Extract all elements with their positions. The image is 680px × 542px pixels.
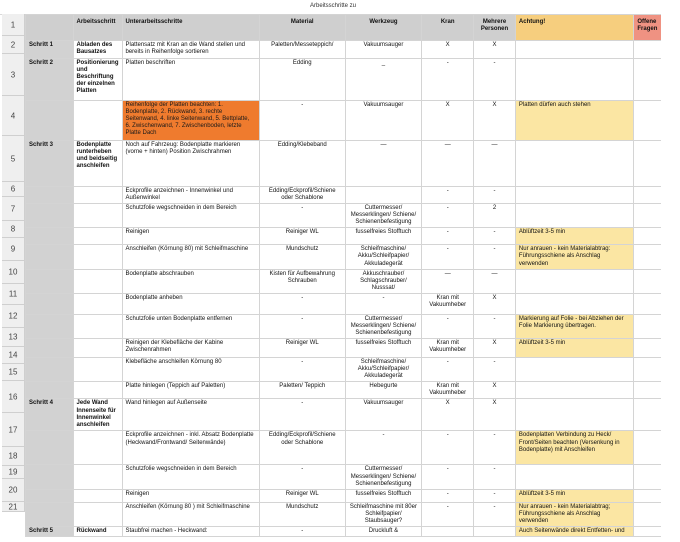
cell-achtung[interactable]	[515, 358, 633, 382]
cell-werkzeug[interactable]: _	[345, 59, 422, 101]
cell-arbeitsschritt[interactable]: Bodenplatte runterheben und beidseitig anschleifen	[73, 141, 122, 187]
cell-werkzeug[interactable]: fusselfreies Stofftuch	[345, 489, 422, 502]
cell-unterarbeitsschritt[interactable]: Eckprofile anzeichnen - Innenwinkel und Außenwinkel	[122, 187, 259, 204]
cell-unterarbeitsschritt[interactable]: Reinigen	[122, 228, 259, 245]
cell-mehrere-personen[interactable]: X	[474, 399, 516, 431]
cell-mehrere-personen[interactable]: X	[474, 382, 516, 399]
table-row	[26, 489, 680, 502]
cell-mehrere-personen[interactable]: -	[474, 228, 516, 245]
cell-achtung[interactable]: Markierung auf Folie - bei Abziehen der Folie Markierung übertragen.	[515, 314, 633, 338]
table-row	[26, 465, 680, 489]
cell-material[interactable]: Reiniger WL	[259, 489, 345, 502]
table-row	[26, 269, 680, 293]
header-row	[26, 15, 680, 41]
cell-step[interactable]	[26, 269, 74, 293]
row-number-label: 21	[8, 502, 18, 511]
row-number-label: 5	[10, 154, 16, 163]
row-number-label: 7	[10, 204, 16, 213]
row-number[interactable]	[2, 197, 25, 221]
sheet-right-margin	[661, 14, 680, 542]
row-number[interactable]	[2, 261, 25, 284]
cell-mehrere-personen[interactable]: X	[474, 339, 516, 358]
cell-werkzeug[interactable]: —	[345, 141, 422, 187]
cell-step[interactable]	[26, 431, 74, 465]
row-number-label: 11	[8, 289, 18, 299]
cell-step[interactable]: Schritt 2	[26, 59, 74, 101]
cell-kran[interactable]: Kran mit Vakuumheber	[422, 339, 474, 358]
spreadsheet-grid	[25, 14, 680, 537]
row-number[interactable]	[2, 238, 25, 261]
row-number[interactable]	[2, 96, 25, 136]
row-number-label: 2	[10, 40, 16, 49]
row-number-label: 8	[10, 224, 16, 234]
table-row	[26, 502, 680, 526]
row-number-label: 16	[8, 392, 18, 401]
cell-arbeitsschritt[interactable]: Jede Wand Innenseite für Innenwinkel anschleifen	[73, 399, 122, 431]
cell-werkzeug[interactable]: Cuttermesser/ Messerklingen/ Schiene/ Schienenbefestigung	[345, 465, 422, 489]
cell-kran[interactable]: -	[422, 489, 474, 502]
cell-mehrere-personen[interactable]: -	[474, 431, 516, 465]
row-number-label: 19	[8, 467, 18, 477]
cell-material[interactable]: Kisten für Aufbewahrung Schrauben	[259, 269, 345, 293]
header-cell-step-label[interactable]	[26, 15, 74, 41]
cell-step[interactable]	[26, 382, 74, 399]
cell-werkzeug[interactable]: -	[345, 431, 422, 465]
cell-arbeitsschritt[interactable]	[73, 502, 122, 526]
cell-step[interactable]	[26, 314, 74, 338]
cell-arbeitsschritt[interactable]	[73, 269, 122, 293]
cell-unterarbeitsschritt[interactable]: Platte hinlegen (Teppich auf Paletten)	[122, 382, 259, 399]
cell-achtung[interactable]	[515, 382, 633, 399]
cell-mehrere-personen[interactable]	[474, 526, 516, 536]
row-number-label: 20	[8, 485, 18, 495]
cell-unterarbeitsschritt[interactable]: Bodenplatte anheben	[122, 293, 259, 314]
cell-achtung[interactable]	[515, 187, 633, 204]
row-number-label: 1	[10, 20, 16, 29]
cell-arbeitsschritt[interactable]: Abladen des Bausatzes	[73, 41, 122, 59]
cell-arbeitsschritt[interactable]	[73, 245, 122, 269]
cell-kran[interactable]: -	[422, 358, 474, 382]
sheet-title-bar	[0, 0, 680, 15]
cell-kran[interactable]: X	[422, 101, 474, 141]
row-number-label: 10	[8, 267, 18, 277]
cell-step[interactable]	[26, 187, 74, 204]
cell-material[interactable]: Paletten/Messeteppich/	[259, 41, 345, 59]
cell-werkzeug[interactable]: Schleifmaschine mit 80er Schleifpapier/ Staubsauger?	[345, 502, 422, 526]
cell-werkzeug[interactable]: fusselfreies Stofftuch	[345, 228, 422, 245]
cell-material[interactable]: Paletten/ Teppich	[259, 382, 345, 399]
cell-mehrere-personen[interactable]: X	[474, 101, 516, 141]
cell-step[interactable]	[26, 245, 74, 269]
row-number[interactable]	[2, 305, 25, 328]
cell-material[interactable]: -	[259, 293, 345, 314]
cell-kran[interactable]: —	[422, 269, 474, 293]
cell-werkzeug[interactable]: Vakuumsauger	[345, 101, 422, 141]
cell-achtung[interactable]: Nur anrauen - kein Materialabtrag; Führungsschiene als Anschlag verwenden	[515, 502, 633, 526]
cell-unterarbeitsschritt[interactable]: Reinigen	[122, 489, 259, 502]
table-row	[26, 187, 680, 204]
cell-mehrere-personen[interactable]: -	[474, 245, 516, 269]
cell-kran[interactable]: -	[422, 228, 474, 245]
cell-achtung[interactable]: Ablüftzeit 3-5 min	[515, 339, 633, 358]
cell-mehrere-personen[interactable]: -	[474, 465, 516, 489]
cell-step[interactable]: Schritt 3	[26, 141, 74, 187]
cell-arbeitsschritt[interactable]	[73, 489, 122, 502]
cell-material[interactable]: Edding/Klebeband	[259, 141, 345, 187]
cell-mehrere-personen[interactable]: —	[474, 269, 516, 293]
table-row	[26, 101, 680, 141]
cell-achtung[interactable]	[515, 41, 633, 59]
cell-unterarbeitsschritt[interactable]: Schutzfolie wegschneiden in dem Bereich	[122, 465, 259, 489]
cell-material[interactable]: -	[259, 399, 345, 431]
cell-mehrere-personen[interactable]: -	[474, 502, 516, 526]
cell-werkzeug[interactable]: Schleifmaschine/ Akku/Schleifpapier/ Akkuladegerät	[345, 245, 422, 269]
cell-unterarbeitsschritt[interactable]: Klebefläche anschleifen Körnung 80	[122, 358, 259, 382]
header-cell-unterarbeitsschritte[interactable]: Unterarbeitsschritte	[122, 15, 259, 41]
cell-step[interactable]	[26, 339, 74, 358]
row-number[interactable]	[2, 466, 25, 479]
cell-werkzeug[interactable]	[345, 187, 422, 204]
table-row	[26, 204, 680, 228]
cell-mehrere-personen[interactable]: -	[474, 489, 516, 502]
table-row	[26, 245, 680, 269]
cell-unterarbeitsschritt[interactable]: Staubfrei machen - Heckwand:	[122, 526, 259, 536]
row-number-label: 14	[8, 350, 18, 360]
row-number[interactable]	[2, 502, 25, 512]
cell-kran[interactable]	[422, 526, 474, 536]
cell-material[interactable]: -	[259, 204, 345, 228]
row-number[interactable]	[2, 447, 25, 466]
header-cell-arbeitsschritt[interactable]: Arbeitsschritt	[73, 15, 122, 41]
row-number[interactable]	[2, 36, 25, 54]
cell-step[interactable]	[26, 228, 74, 245]
cell-mehrere-personen[interactable]: -	[474, 314, 516, 338]
cell-material[interactable]: -	[259, 465, 345, 489]
cell-unterarbeitsschritt[interactable]: Anschleifen (Körnung 80) mit Schleifmaschine	[122, 245, 259, 269]
cell-unterarbeitsschritt[interactable]: Reinigen der Klebefläche der Kabine Zwischenrahmen	[122, 339, 259, 358]
row-number-label: 18	[8, 451, 18, 461]
cell-arbeitsschritt[interactable]: Rückwand	[73, 526, 122, 536]
table-row	[26, 358, 680, 382]
row-number-label: 12	[8, 311, 18, 321]
cell-step[interactable]	[26, 204, 74, 228]
cell-kran[interactable]: -	[422, 502, 474, 526]
cell-unterarbeitsschritt[interactable]: Schutzfolie wegschneiden in dem Bereich	[122, 204, 259, 228]
cell-material[interactable]: Edding/Eckprofil/Schiene oder Schablone	[259, 431, 345, 465]
cell-arbeitsschritt[interactable]	[73, 204, 122, 228]
table-row	[26, 399, 680, 431]
header-cell-werkzeug[interactable]: Werkzeug	[345, 15, 422, 41]
table-row	[26, 141, 680, 187]
cell-achtung[interactable]: Ablüftzeit 3-5 min	[515, 489, 633, 502]
cell-achtung[interactable]	[515, 269, 633, 293]
cell-step[interactable]: Schritt 4	[26, 399, 74, 431]
row-number[interactable]	[2, 221, 25, 238]
row-number[interactable]	[2, 381, 25, 413]
row-number[interactable]	[2, 182, 25, 197]
cell-unterarbeitsschritt[interactable]: Bodenplatte abschrauben	[122, 269, 259, 293]
cell-unterarbeitsschritt[interactable]: Platten beschriften	[122, 59, 259, 101]
cell-werkzeug[interactable]: Akkuschrauber/ Schlagschrauber/ Nusssat/	[345, 269, 422, 293]
cell-achtung[interactable]: Ablüftzeit 3-5 min	[515, 228, 633, 245]
row-number[interactable]	[2, 328, 25, 347]
row-number-label: 13	[8, 332, 18, 342]
row-number[interactable]	[2, 284, 25, 305]
cell-kran[interactable]: —	[422, 141, 474, 187]
cell-mehrere-personen[interactable]: -	[474, 187, 516, 204]
cell-mehrere-personen[interactable]: X	[474, 293, 516, 314]
cell-achtung[interactable]	[515, 59, 633, 101]
cell-werkzeug[interactable]: Vakuumsauger	[345, 399, 422, 431]
table-row	[26, 526, 680, 536]
cell-werkzeug[interactable]: Vakuumsauger	[345, 41, 422, 59]
cell-mehrere-personen[interactable]: -	[474, 59, 516, 101]
cell-material[interactable]: Mundschutz	[259, 245, 345, 269]
row-number-label: 17	[8, 425, 18, 434]
cell-achtung[interactable]: Auch Seitenwände direkt Entfetten- und	[515, 526, 633, 536]
cell-material[interactable]: Reiniger WL	[259, 228, 345, 245]
cell-unterarbeitsschritt[interactable]: Reihenfolge der Platten beachten: 1. Bodenplatte, 2. Rückwand, 3. rechte Seitenwand, 4. linke Seitenwand, 5. Bettplatte, 6. Zwischenwand, 7. Zwischenboden, letzte Platte Dach	[122, 101, 259, 141]
cell-step[interactable]: Schritt 1	[26, 41, 74, 59]
cell-arbeitsschritt[interactable]	[73, 187, 122, 204]
cell-kran[interactable]: -	[422, 314, 474, 338]
cell-arbeitsschritt[interactable]	[73, 101, 122, 141]
cell-achtung[interactable]	[515, 465, 633, 489]
row-number[interactable]	[2, 136, 25, 182]
cell-material[interactable]: Mundschutz	[259, 502, 345, 526]
table-row	[26, 59, 680, 101]
cell-mehrere-personen[interactable]: 2	[474, 204, 516, 228]
cell-arbeitsschritt[interactable]	[73, 314, 122, 338]
cell-kran[interactable]: -	[422, 204, 474, 228]
cell-step[interactable]	[26, 465, 74, 489]
cell-material[interactable]: Edding	[259, 59, 345, 101]
cell-unterarbeitsschritt[interactable]: Schutzfolie unten Bodenplatte entfernen	[122, 314, 259, 338]
cell-werkzeug[interactable]: Schleifmaschine/ Akku/Schleifpapier/ Akkuladegerät	[345, 358, 422, 382]
cell-werkzeug[interactable]: Hebegurte	[345, 382, 422, 399]
row-number-header[interactable]	[2, 14, 25, 36]
cell-achtung[interactable]	[515, 204, 633, 228]
cell-kran[interactable]: Kran mit Vakuumheber	[422, 382, 474, 399]
cell-step[interactable]	[26, 293, 74, 314]
cell-kran[interactable]: X	[422, 41, 474, 59]
sheet-body	[26, 41, 680, 537]
table-row	[26, 314, 680, 338]
cell-step[interactable]	[26, 358, 74, 382]
cell-kran[interactable]: -	[422, 187, 474, 204]
cell-material[interactable]: -	[259, 314, 345, 338]
cell-unterarbeitsschritt[interactable]: Eckprofile anzeichnen - inkl. Absatz Bodenplatte (Heckwand/Frontwand/ Seitenwände)	[122, 431, 259, 465]
cell-arbeitsschritt[interactable]	[73, 228, 122, 245]
header-cell-material[interactable]: Material	[259, 15, 345, 41]
table-row	[26, 382, 680, 399]
row-number[interactable]	[2, 347, 25, 364]
cell-kran[interactable]: -	[422, 59, 474, 101]
row-number[interactable]	[2, 413, 25, 447]
cell-arbeitsschritt[interactable]	[73, 382, 122, 399]
cell-step[interactable]: Schritt 5	[26, 526, 74, 536]
cell-material[interactable]: -	[259, 101, 345, 141]
cell-arbeitsschritt[interactable]: Positionierung und Beschriftung der einzelnen Platten	[73, 59, 122, 101]
cell-werkzeug[interactable]: Cuttermesser/ Messerklingen/ Schiene/ Schienenbefestigung	[345, 204, 422, 228]
table-row	[26, 228, 680, 245]
cell-kran[interactable]: -	[422, 465, 474, 489]
row-number[interactable]	[2, 364, 25, 381]
cell-step[interactable]	[26, 489, 74, 502]
row-number-label: 4	[10, 111, 16, 120]
cell-werkzeug[interactable]: Cuttermesser/ Messerklingen/ Schiene/ Schienenbefestigung	[345, 314, 422, 338]
sheet-title: Arbeitsschritte zu	[310, 3, 357, 9]
row-number[interactable]	[2, 479, 25, 502]
header-cell-kran[interactable]: Kran	[422, 15, 474, 41]
cell-arbeitsschritt[interactable]	[73, 358, 122, 382]
cell-achtung[interactable]: Platten dürfen auch stehen	[515, 101, 633, 141]
cell-achtung[interactable]	[515, 399, 633, 431]
cell-material[interactable]: Reiniger WL	[259, 339, 345, 358]
cell-arbeitsschritt[interactable]	[73, 431, 122, 465]
cell-werkzeug[interactable]: -	[345, 293, 422, 314]
cell-mehrere-personen[interactable]: X	[474, 41, 516, 59]
cell-arbeitsschritt[interactable]	[73, 293, 122, 314]
table-row	[26, 339, 680, 358]
header-cell-achtung[interactable]: Achtung!	[515, 15, 633, 41]
cell-werkzeug[interactable]: Druckluft &	[345, 526, 422, 536]
cell-unterarbeitsschritt[interactable]: Plattensatz mit Kran an die Wand stellen und bereits in Reihenfolge sortieren	[122, 41, 259, 59]
header-cell-mehrere-personen[interactable]: Mehrere Personen	[474, 15, 516, 41]
cell-achtung[interactable]: Nur anrauen - kein Materialabtrag: Führungsschiene als Anschlag verwenden	[515, 245, 633, 269]
cell-mehrere-personen[interactable]: -	[474, 358, 516, 382]
cell-material[interactable]: Edding/Eckprofil/Schiene oder Schablone	[259, 187, 345, 204]
cell-achtung[interactable]: Bodenplatten Verbindung zu Heck/ Front/Seiten beachten (Versenkung in Bodenplatte) mit Anschleifen	[515, 431, 633, 465]
cell-arbeitsschritt[interactable]	[73, 465, 122, 489]
cell-werkzeug[interactable]: fusselfreies Stofftuch	[345, 339, 422, 358]
row-number-label: 3	[10, 70, 16, 79]
cell-arbeitsschritt[interactable]	[73, 339, 122, 358]
table-row	[26, 293, 680, 314]
cell-unterarbeitsschritt[interactable]: Anschleifen (Körnung 80 ) mit Schleifmaschine	[122, 502, 259, 526]
cell-unterarbeitsschritt[interactable]: Wand hinlegen auf Außenseite	[122, 399, 259, 431]
cell-mehrere-personen[interactable]: —	[474, 141, 516, 187]
cell-achtung[interactable]	[515, 293, 633, 314]
table-row	[26, 41, 680, 59]
cell-kran[interactable]: -	[422, 245, 474, 269]
row-number-label: 6	[10, 184, 16, 194]
table-row	[26, 431, 680, 465]
row-number-label: 9	[10, 244, 16, 254]
cell-achtung[interactable]	[515, 141, 633, 187]
cell-kran[interactable]: -	[422, 431, 474, 465]
row-number-label: 15	[8, 367, 18, 377]
row-number[interactable]	[2, 54, 25, 96]
cell-step[interactable]	[26, 101, 74, 141]
cell-step[interactable]	[26, 502, 74, 526]
cell-kran[interactable]: Kran mit Vakuumheber	[422, 293, 474, 314]
header-cell-offene-fragen[interactable]: Offene Fragen	[634, 15, 680, 41]
cell-unterarbeitsschritt[interactable]: Noch auf Fahrzeug: Bodenplatte markieren (vorne + hinten) Position Zwischrahmen	[122, 141, 259, 187]
cell-material[interactable]: -	[259, 526, 345, 536]
cell-material[interactable]: -	[259, 358, 345, 382]
cell-kran[interactable]: X	[422, 399, 474, 431]
